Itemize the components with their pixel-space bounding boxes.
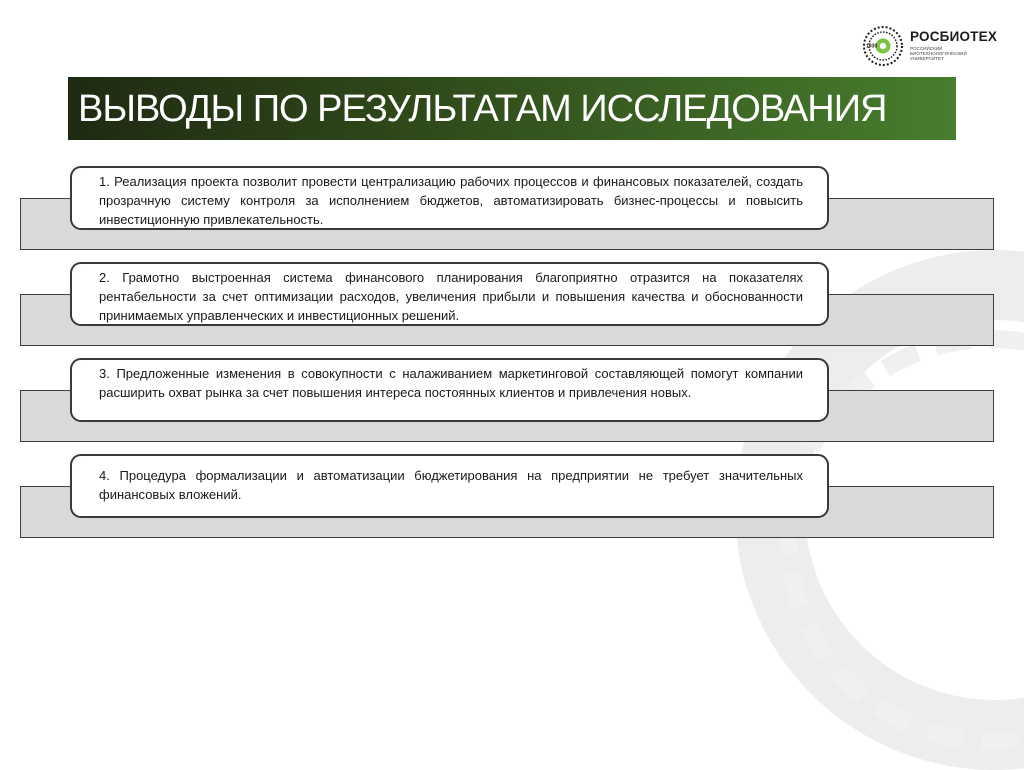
- conclusion-text-2: 2. Грамотно выстроенная система финансового планирования благоприятно отразится на показателях рентабельности за счет оптимизации расходов, увеличения прибыли и повышения качества и обоснованности принимаемых управленческих и инвестиционных решений.: [99, 270, 803, 323]
- conclusion-card-2: [70, 262, 829, 326]
- logo-year: 1930: [866, 43, 878, 50]
- logo-name: РОСБИОТЕХ: [910, 29, 998, 44]
- page-title: ВЫВОДЫ ПО РЕЗУЛЬТАТАМ ИССЛЕДОВАНИЯ: [78, 88, 887, 130]
- conclusion-card-1: [70, 166, 829, 230]
- conclusion-text-3: 3. Предложенные изменения в совокупности с налаживанием маркетинговой составляющей помогут компании расширить охват рынка за счет повышения интереса постоянных клиентов и привлечения новых.: [99, 366, 803, 400]
- conclusion-card-3: [70, 358, 829, 422]
- university-logo-mark-icon: [862, 25, 904, 67]
- conclusion-text-4: 4. Процедура формализации и автоматизации бюджетирования на предприятии не требует значительных финансовых вложений.: [99, 468, 803, 502]
- conclusion-text-1: 1. Реализация проекта позволит провести централизацию рабочих процессов и финансовых показателей, создать прозрачную систему контроля за исполнением бюджетов, автоматизировать бизнес-процессы и повысить инвестиционную привлекательность.: [99, 174, 803, 227]
- university-logo: [862, 25, 1002, 67]
- logo-subtitle: РОССИЙСКИЙ БИОТЕХНОЛОГИЧЕСКИЙ УНИВЕРСИТЕТ: [910, 46, 967, 62]
- title-bar: [68, 77, 956, 140]
- conclusion-card-4: [70, 454, 829, 518]
